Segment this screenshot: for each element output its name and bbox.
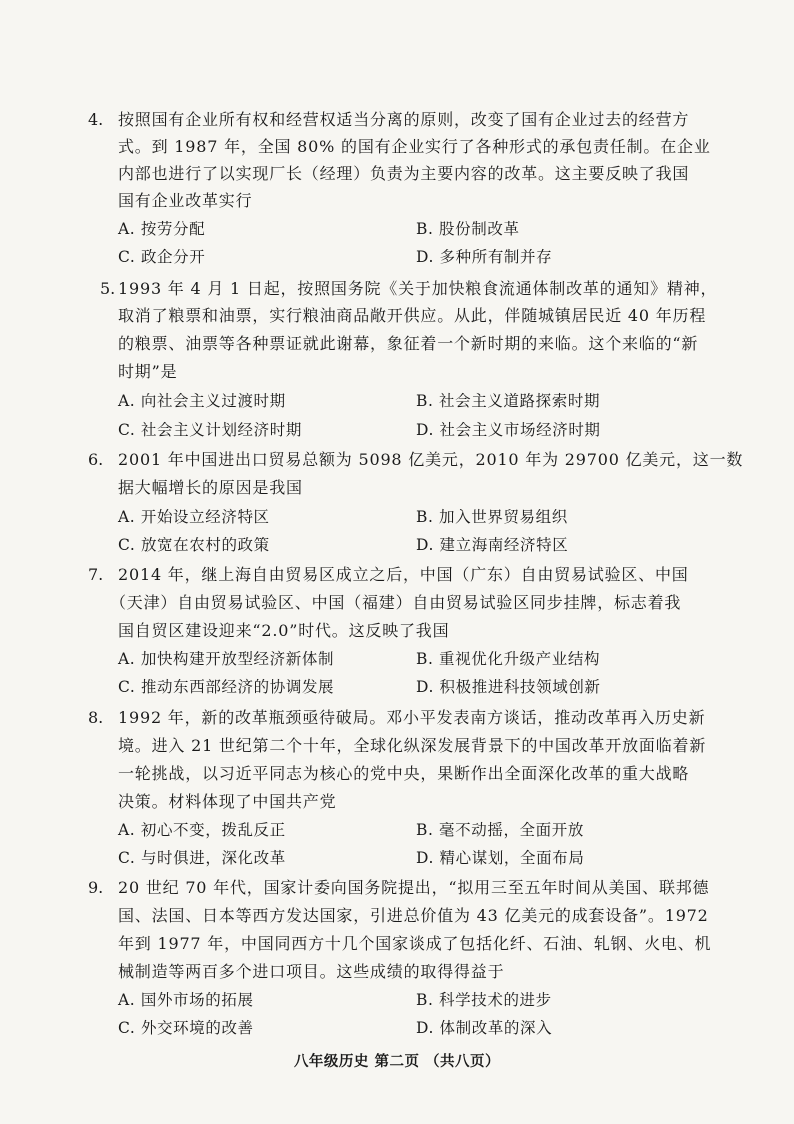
question-number: 4.: [88, 110, 104, 129]
option-b[interactable]: B. 科学技术的进步: [416, 991, 552, 1009]
option-b[interactable]: B. 社会主义道路探索时期: [416, 392, 601, 410]
question-stem-line: 1993 年 4 月 1 日起，按照国务院《关于加快粮食流通体制改革的通知》精神，: [118, 279, 718, 298]
question-stem-line: 20 世纪 70 年代，国家计委向国务院提出，“拟用三至五年时间从美国、联邦德: [118, 878, 710, 897]
question-stem-line: 械制造等两百多个进口项目。这些成绩的取得得益于: [118, 962, 505, 981]
question-stem-line: 据大幅增长的原因是我国: [118, 478, 303, 497]
option-d[interactable]: D. 多种所有制并存: [416, 248, 553, 266]
question-stem-line: 年到 1977 年，中国同西方十几个国家谈成了包括化纤、石油、轧钢、火电、机: [118, 934, 712, 953]
option-d[interactable]: D. 社会主义市场经济时期: [416, 421, 601, 439]
question-stem-line: （天津）自由贸易试验区、中国（福建）自由贸易试验区同步挂牌，标志着我: [110, 593, 682, 612]
page-footer: 八年级历史 第二页 （共八页）: [293, 1053, 501, 1070]
question-stem-line: 时期”是: [118, 362, 178, 381]
option-a[interactable]: A. 初心不变，拨乱反正: [118, 821, 286, 839]
question-stem-line: 国自贸区建设迎来“2.0”时代。这反映了我国: [118, 621, 450, 640]
question-stem-line: 的粮票、油票等各种票证就此谢幕，象征着一个新时期的来临。这个来临的“新: [118, 334, 699, 353]
question-stem-line: 决策。材料体现了中国共产党: [118, 792, 337, 811]
option-a[interactable]: A. 按劳分配: [118, 220, 206, 238]
option-c[interactable]: C. 外交环境的改善: [118, 1019, 254, 1037]
option-c[interactable]: C. 社会主义计划经济时期: [118, 421, 302, 439]
question-number: 6.: [88, 450, 104, 469]
option-c[interactable]: C. 推动东西部经济的协调发展: [118, 678, 335, 696]
question-stem-line: 2001 年中国进出口贸易总额为 5098 亿美元，2010 年为 29700 亿美元，这一数: [118, 450, 744, 469]
option-b[interactable]: B. 股份制改革: [416, 220, 520, 238]
option-d[interactable]: D. 积极推进科技领域创新: [416, 678, 601, 696]
option-b[interactable]: B. 加入世界贸易组织: [416, 508, 568, 526]
option-c[interactable]: C. 与时俱进，深化改革: [118, 849, 286, 867]
option-d[interactable]: D. 建立海南经济特区: [416, 536, 569, 554]
question-stem-line: 1992 年，新的改革瓶颈亟待破局。邓小平发表南方谈话，推动改革再入历史新: [118, 708, 706, 727]
option-a[interactable]: A. 国外市场的拓展: [118, 991, 254, 1009]
option-b[interactable]: B. 毫不动摇，全面开放: [416, 821, 584, 839]
option-d[interactable]: D. 精心谋划，全面布局: [416, 849, 585, 867]
question-stem-line: 国有企业改革实行: [118, 191, 253, 210]
question-stem-line: 式。到 1987 年，全国 80% 的国有企业实行了各种形式的承包责任制。在企业: [118, 137, 711, 156]
option-b[interactable]: B. 重视优化升级产业结构: [416, 650, 601, 668]
question-number: 9.: [88, 878, 104, 897]
option-c[interactable]: C. 政企分开: [118, 248, 206, 266]
option-a[interactable]: A. 向社会主义过渡时期: [118, 392, 286, 410]
question-stem-line: 取消了粮票和油票，实行粮油商品敞开供应。从此，伴随城镇居民近 40 年历程: [118, 306, 707, 325]
question-stem-line: 国、法国、日本等西方发达国家，引进总价值为 43 亿美元的成套设备”。1972: [118, 906, 709, 925]
question-stem-line: 内部也进行了以实现厂长（经理）负责为主要内容的改革。这主要反映了我国: [118, 164, 690, 183]
option-d[interactable]: D. 体制改革的深入: [416, 1019, 553, 1037]
question-number: 8.: [88, 708, 104, 727]
question-number: 7.: [88, 565, 104, 584]
question-stem-line: 按照国有企业所有权和经营权适当分离的原则，改变了国有企业过去的经营方: [118, 110, 690, 129]
question-stem-line: 2014 年，继上海自由贸易区成立之后，中国（广东）自由贸易试验区、中国: [118, 565, 689, 584]
option-a[interactable]: A. 加快构建开放型经济新体制: [118, 650, 335, 668]
question-number: 5.: [100, 279, 116, 298]
option-c[interactable]: C. 放宽在农村的政策: [118, 536, 270, 554]
question-stem-line: 一轮挑战，以习近平同志为核心的党中央，果断作出全面深化改革的重大战略: [118, 764, 690, 783]
question-stem-line: 境。进入 21 世纪第二个十年，全球化纵深发展背景下的中国改革开放面临着新: [118, 736, 707, 755]
option-a[interactable]: A. 开始设立经济特区: [118, 508, 270, 526]
